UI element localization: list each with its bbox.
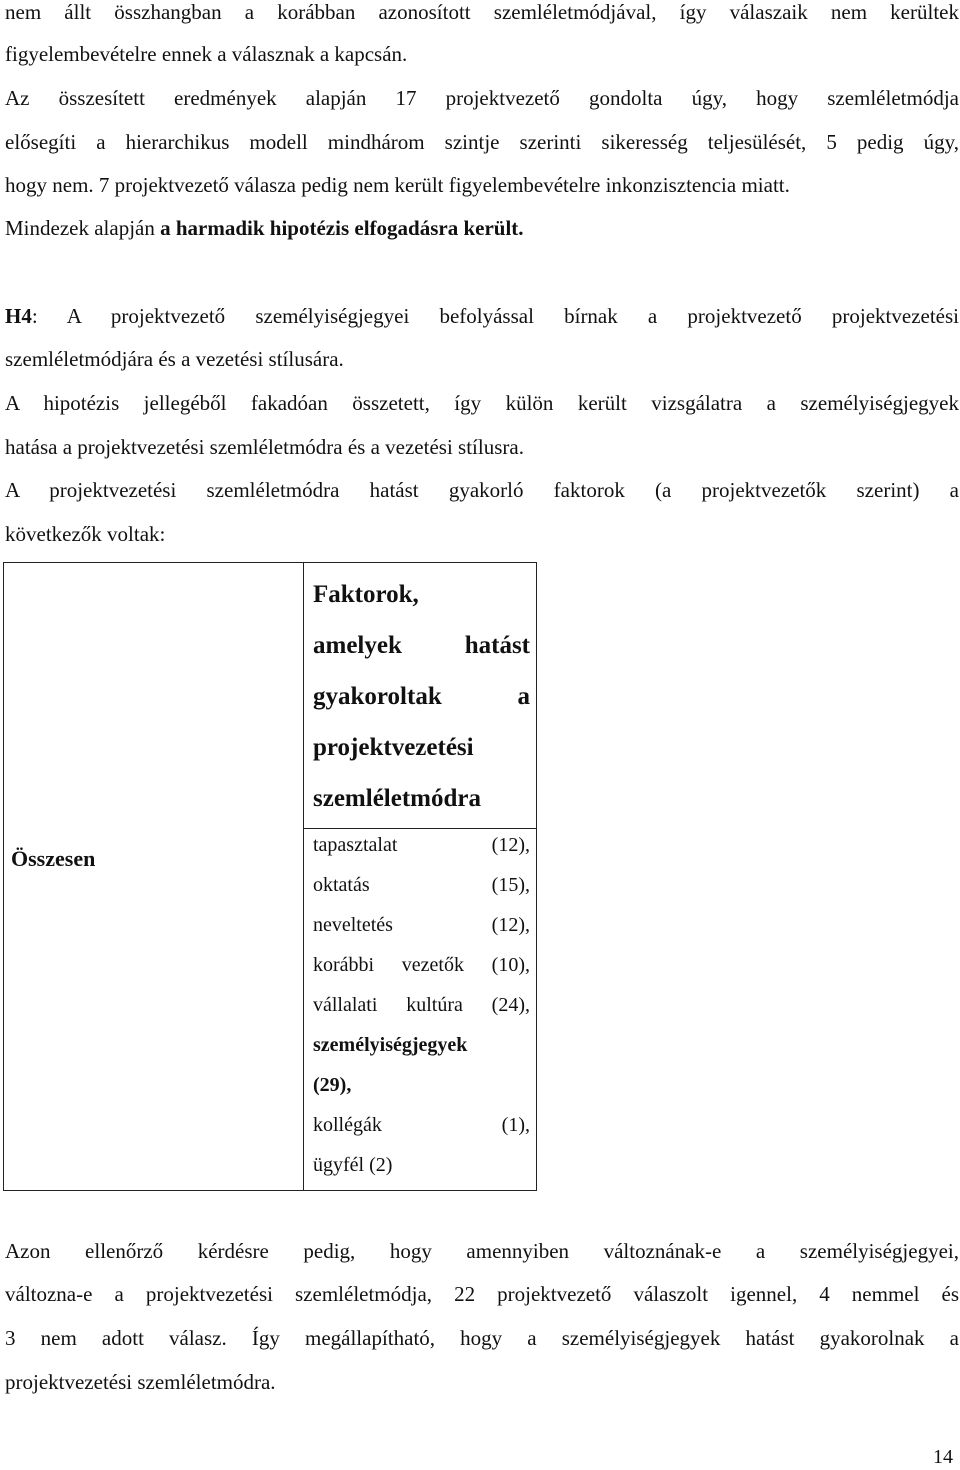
table-row-label: Összesen	[11, 846, 96, 871]
table-column-divider	[303, 562, 304, 1191]
text-line: projektvezetési szemléletmódra.	[5, 1370, 276, 1394]
table-header-line: gyakoroltak a	[313, 683, 530, 710]
factor-item-highlight: személyiségjegyek	[313, 1034, 468, 1056]
text-line: szemléletmódjára és a vezetési stílusára.	[5, 347, 344, 371]
factor-item-highlight: (29),	[313, 1074, 352, 1096]
text-span: Mindezek alapján	[5, 216, 161, 240]
table-header-line: szemléletmódra	[313, 785, 481, 812]
table-header-line: amelyek hatást	[313, 632, 530, 659]
text-line: nem állt összhangban a korábban azonosított szemléletmódjával, így válaszaik nem kerültek	[5, 0, 959, 24]
text-line: elősegíti a hierarchikus modell mindhárom szintje szerinti sikeresség teljesülését, 5 pedig úgy,	[5, 130, 959, 154]
table-row-divider	[303, 828, 537, 829]
text-line: A hipotézis jellegéből fakadóan összetett, így külön került vizsgálatra a személyiségjegyek	[5, 391, 959, 415]
factor-item: oktatás (15),	[313, 874, 530, 896]
text-line: következők voltak:	[5, 522, 166, 546]
factor-item: kollégák (1),	[313, 1114, 530, 1136]
text-line: változna-e a projektvezetési szemléletmódja, 22 projektvezető válaszolt igennel, 4 nemmel és	[5, 1282, 959, 1306]
table-header-line: projektvezetési	[313, 734, 474, 761]
hypothesis-line	[5, 304, 959, 328]
factor-item: vállalati kultúra (24),	[313, 994, 530, 1016]
text-line: figyelembevételre ennek a válasznak a kapcsán.	[5, 42, 408, 66]
table-header-line: Faktorok,	[313, 581, 419, 608]
text-line: Az összesített eredmények alapján 17 projektvezető gondolta úgy, hogy szemléletmódja	[5, 86, 959, 110]
text-line: hogy nem. 7 projektvezető válasza pedig nem került figyelembevételre inkonzisztencia miatt.	[5, 173, 790, 197]
text-line: Azon ellenőrző kérdésre pedig, hogy amennyiben változnának-e a személyiségjegyei,	[5, 1239, 959, 1263]
conclusion-bold-text: a harmadik hipotézis elfogadásra került.	[160, 216, 524, 240]
factor-item: tapasztalat (12),	[313, 834, 530, 856]
factor-item: korábbi vezetők (10),	[313, 954, 530, 976]
text-span: : A projektvezető személyiségjegyei befolyással bírnak a projektvezető projektvezetési	[31, 304, 959, 328]
factor-item: ügyfél (2)	[313, 1154, 393, 1176]
text-line: A projektvezetési szemléletmódra hatást gyakorló faktorok (a projektvezetők szerint) a	[5, 478, 959, 502]
factor-item: neveltetés (12),	[313, 914, 530, 936]
text-line	[5, 216, 959, 240]
text-line: hatása a projektvezetési szemléletmódra és a vezetési stílusra.	[5, 435, 524, 459]
hypothesis-label: H4	[5, 304, 32, 328]
text-line: 3 nem adott válasz. Így megállapítható, hogy a személyiségjegyek hatást gyakorolnak a	[5, 1326, 959, 1350]
page-number: 14	[933, 1446, 953, 1468]
